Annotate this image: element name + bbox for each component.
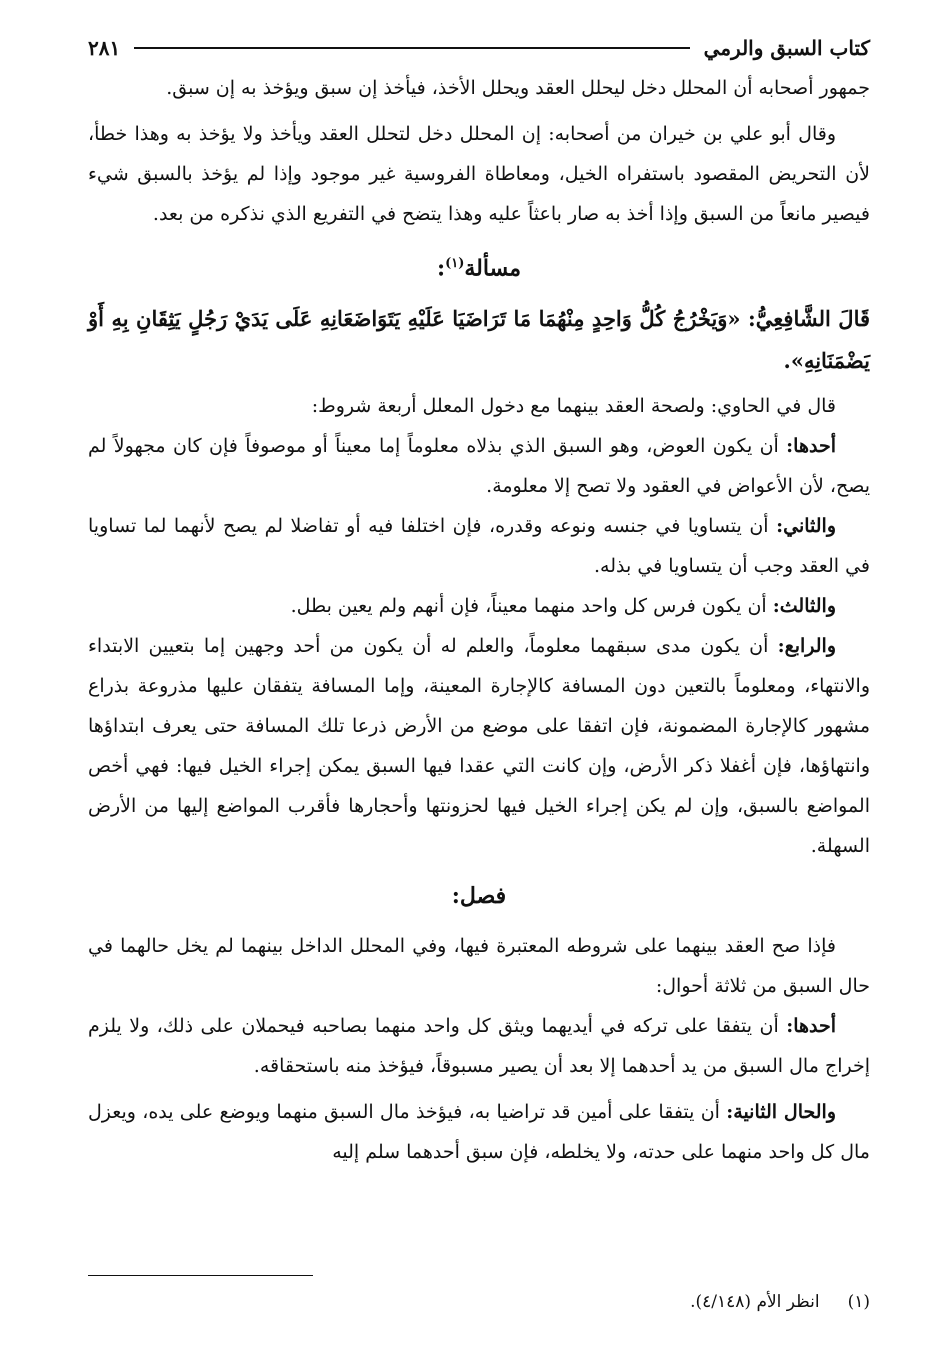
condition-3 (88, 586, 870, 626)
quote-text: «وَيَخْرُجُ كُلُّ وَاحِدٍ مِنْهُمَا مَا تَرَاضَيَا عَلَيْهِ يَتَوَاضَعَانِهِ عَلَى يَدَيْ رَجُلٍ يَثِقَانِ بِهِ أَوْ يَضْمَنَانِهِ». (88, 306, 870, 374)
state-2-lead: والحال الثانية: (726, 1101, 837, 1124)
condition-4-text: أن يكون مدى سبقهما معلوماً، والعلم له أن يكون من أحد وجهين إما بتعيين الابتداء والانتهاء، ومعلوماً بالتعين دون المسافة كالإجارة المعينة، وإما المسافة يتفقان عليها مذروعة بذراع مشهور كالإجارة المضمونة، فإن اتفقا على موضع من الأرض ذرعا تلك المسافة حتى يعرف ابتداؤها وانتهاؤها، فإن أغفلا ذكر الأرض، وإن كانت التي عقدا فيها السبق يمكن إجراء الخيل فيها: فهي أخص المواضع بالسبق، وإن لم يكن إجراء الخيل فيها لحزونتها وأحجارها فأقرب المواضع إليها من الأرض السهلة. (88, 635, 870, 858)
condition-3-lead: والثالث: (772, 595, 836, 618)
footnote-marker: (١) (445, 256, 465, 271)
condition-2-text: أن يتساويا في جنسه ونوعه وقدره، فإن اختلفا فيه أو تفاضلا لم يصح لأنهما لما تساويا في العقد وجب أن يتساويا في بذله. (88, 515, 870, 578)
header-rule (134, 47, 689, 49)
state-1-text: أن يتفقا على تركه في أيديهما ويثق كل واحد منهما بصاحبه فيحملان على ذلك، ولا يلزم إخراج مال السبق من يد أحدهما إلا بعد أن يصير مسبوقاً، فيؤخذ منه باستحقاقه. (88, 1015, 870, 1078)
condition-4-lead: والرابع: (777, 635, 837, 658)
book-title: كتاب السبق والرمي (703, 36, 870, 60)
page-number: ٢٨١ (88, 36, 121, 60)
fasl-intro: فإذا صح العقد بينهما على شروطه المعتبرة فيها، وفي المحلل الداخل بينهما لم يخل حالهما في حال السبق من ثلاثة أحوال: (88, 935, 870, 998)
state-1-lead: أحدها: (786, 1015, 837, 1038)
state-2-text: أن يتفقا على أمين قد تراضيا به، فيؤخذ مال السبق منهما ويوضع على يده، ويعزل مال كل واحد منهما على حدته، ولا يخلطه، فإن سبق أحدهما سلم إليه (88, 1101, 870, 1164)
state-1 (88, 1006, 870, 1086)
footnote-rule (88, 1275, 313, 1276)
condition-3-text: أن يكون فرس كل واحد منهما معيناً، فإن أنهم ولم يعين بطل. (290, 595, 767, 618)
fasl-heading: فصل: (451, 883, 507, 910)
footnote-number: (١) (847, 1292, 870, 1312)
shafii-quote (88, 298, 870, 382)
condition-1 (88, 426, 870, 506)
condition-1-text: أن يكون العوض، وهو السبق الذي بذلاه معلوماً إما معيناً أو موصوفاً فإن كان مجهولاً لم يصح، لأن الأعواض في العقود ولا تصح إلا معلومة. (88, 435, 870, 498)
condition-2 (88, 506, 870, 586)
footnote (88, 1287, 870, 1317)
page (88, 28, 870, 1172)
paragraph-2: وقال أبو علي بن خيران من أصحابه: إن المحلل دخل لتحلل العقد ويأخذ ولا يؤخذ به وهذا خطأ، لأن التحريض المقصود باستفراه الخيل، ومعاطاة الفروسية غير موجود وإذا لم يؤخذ بالسبق شيء فيصير مانعاً من السبق وإذا أخذ به صار باعثاً عليه وهذا يتضح في التفريع الذي نذكره من بعد. (88, 123, 870, 225)
running-header (88, 28, 870, 68)
conditions-intro: قال في الحاوي: ولصحة العقد بينهما مع دخول المعلل أربعة شروط: (311, 395, 836, 418)
condition-2-lead: والثاني: (776, 515, 836, 538)
footnote-text: انظر الأم (٤/١٤٨). (690, 1292, 820, 1312)
condition-4 (88, 626, 870, 866)
page-body (88, 68, 870, 1172)
masala-heading (88, 238, 870, 294)
state-2 (88, 1092, 870, 1172)
quote-speaker: قَالَ الشَّافِعِيُّ: (748, 306, 871, 332)
paragraph-1: جمهور أصحابه أن المحلل دخل ليحلل العقد ويحلل الأخذ، فيأخذ إن سبق ويؤخذ به إن سبق. (166, 77, 870, 99)
masala-heading-colon: : (436, 255, 446, 282)
condition-1-lead: أحدها: (786, 435, 836, 458)
masala-heading-text: مسألة (464, 255, 522, 282)
